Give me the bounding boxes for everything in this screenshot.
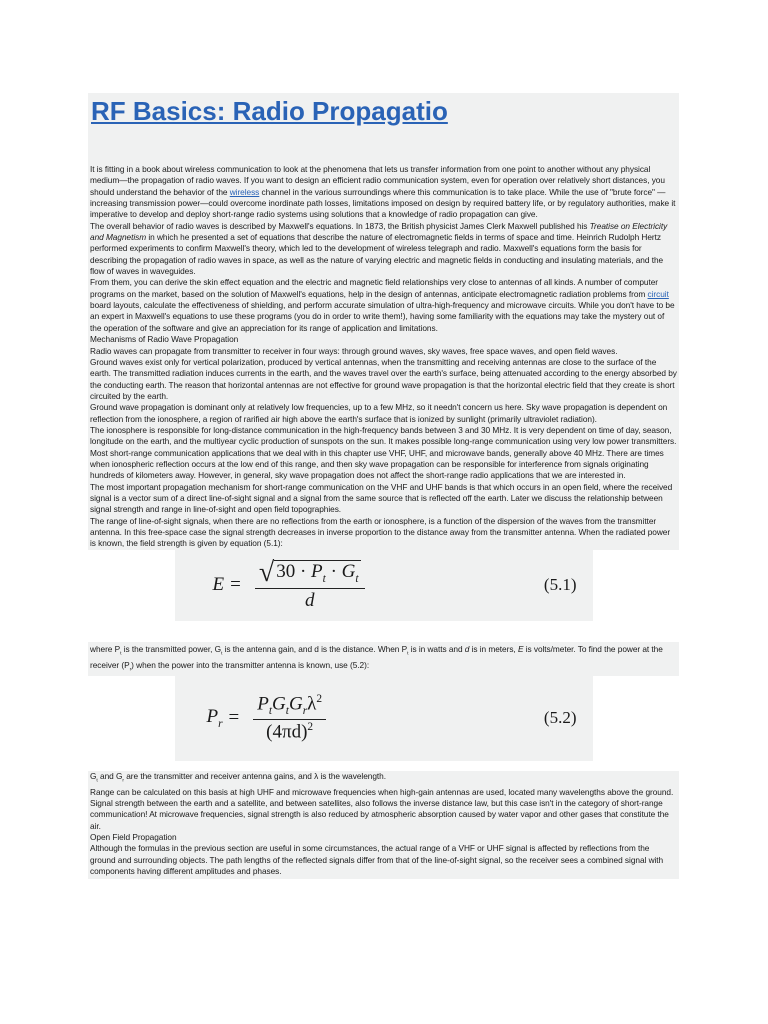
paragraph-programs: From them, you can derive the skin effect equation and the electric and magnetic field relationships very close to antennas of all kinds. A number of computer programs on the market, based on the solution of Maxwell's equations, help in the design of antennas, anticipate electromagnetic radiation problems from circuit board layouts, calculate the effectiveness of shielding, and perform accurate simulation of ultra-high-frequency and microwave circuits. While you don't have to be an expert in Maxwell's equations to use these programs (you do in order to write them!), having some familiarity with the equations may take the mystery out of the operation of the software and give an appreciation for its range of application and limitations. xyxy=(90,277,675,333)
paragraph-maxwell: The overall behavior of radio waves is described by Maxwell's equations. In 1873, the British physicist James Clerk Maxwell published his Treatise on Electricity and Magnetism in which he presented a set of equations that describe the nature of electromagnetic fields in terms of space and time. Heinrich Rudolph Hertz performed experiments to confirm Maxwell's theory, which led to the development of wireless telegraph and radio. Maxwell's equations form the basis for describing the propagation of radio waves in space, as well as the nature of varying electric and magnetic fields in conducting and insulating materials, and the flow of waves in waveguides. xyxy=(90,220,668,277)
paragraph-although: Although the formulas in the previous section are useful in some circumstances, the actual range of a VHF or UHF signal is affected by reflections from the ground and surrounding objects. The path lengths of the reflected signals differ from that of the line-of-sight signal, so the receiver sees a combined signal with components having different amplitudes and phases. xyxy=(90,843,664,877)
paragraph-ionosphere: The ionosphere is responsible for long-distance communication in the high-frequency bands between 3 and 30 MHz. It is very dependent on time of day, season, longitude on the earth, and the multiyear cyclic production of sunspots on the sun. It makes possible long-range communication using very low power transmitters. Most short-range communication applications that we deal with in this chapter use VHF, UHF, and microwave bands, generally above 40 MHz. There are times when ionospheric reflection occurs at the low end of this range, and then sky wave propagation can be responsible for interference from signals originating hundreds of kilometers away. However, in general, sky wave propagation does not affect the short-range radio applications that we are interested in. xyxy=(90,424,677,481)
sqrt-symbol: √ xyxy=(258,556,275,588)
equation-5-1-wrap xyxy=(88,550,679,621)
circuit-link[interactable]: circuit xyxy=(647,288,669,299)
page-title[interactable]: RF Basics: Radio Propagatio xyxy=(91,96,448,126)
equation-number-5-2: (5.2) xyxy=(543,708,577,728)
equation-5-1-math: E = √ $30 \cdot P_t \cdot G_t$ d xyxy=(213,559,365,612)
text-block-3 xyxy=(88,771,679,880)
equation-5-2-math: $P_r$ = $\frac{P_tG_tG_r\lambda^2}{(4\pi d)^2}$ xyxy=(207,693,327,742)
paragraph-four-ways: Radio waves can propagate from transmitter to receiver in four ways: through ground waves, sky waves, free space waves, and open field waves. xyxy=(90,345,618,356)
heading-mechanisms: Mechanisms of Radio Wave Propagation xyxy=(90,334,239,345)
paragraph-range: Range can be calculated on this basis at high UHF and microwave frequencies when high-gain antennas are used, located many wavelengths above the ground. Signal strength between the earth and a satellite, and between satellites, also follows the inverse distance law, but this case isn't in the category of short-range communication! At microwave frequencies, signal strength is also reduced by atmospheric absorption caused by water vapor and other gases that constitute the air. xyxy=(90,786,674,831)
paragraph-gains: $G_t$ and $G_r$ are the transmitter and receiver antenna gains, and λ is the wavelength. xyxy=(90,770,386,784)
equation-5-2 xyxy=(175,676,593,761)
paragraph-line-of-sight: The range of line-of-sight signals, when there are no reflections from the earth or ionosphere, is a function of the dispersion of the waves from the transmitter antenna. In this free-space case the signal strength decreases in inverse proportion to the distance away from the transmitter antenna. When the radiated power is known, the field strength is given by equation (5.1): xyxy=(90,515,671,549)
document-page xyxy=(88,93,679,879)
paragraph-where: where $P_t$ is the transmitted power, $G_t$ is the antenna gain, and d is the distance. When $P_t$ is in watts and d is in meters, E is volts/meter. To find the power at the receiver $(P_r)$ when the power into the transmitter antenna is known, use (5.2): xyxy=(90,643,663,673)
text-block-1 xyxy=(88,162,679,550)
title-block xyxy=(88,93,679,162)
paragraph-intro: It is fitting in a book about wireless communication to look at the phenomena that lets us transfer information from one point to another without any physical medium—the propagation of radio waves. If you want to design an efficient radio communication system, even for operation over relatively short distances, you should understand the behavior of the wireless channel in the various surroundings where this communication is to take place. While the use of "brute force" —increasing transmission power—could overcome inordinate path losses, limitations imposed on design by required battery life, or by regulatory authorities, make it imperative to develop and deploy short-range radio systems using solutions that a knowledge of radio propagation can give. xyxy=(90,164,676,220)
paragraph-ground-waves: Ground waves exist only for vertical polarization, produced by vertical antennas, when the transmitting and receiving antennas are close to the surface of the earth. The transmitted radiation induces currents in the earth, and the waves travel over the earth's surface, being attenuated according to the energy absorbed by the conducting earth. The reason that horizontal antennas are not effective for ground wave propagation is that the horizontal electric field that they create is short circuited by the earth. xyxy=(90,356,677,401)
equation-5-1 xyxy=(175,550,593,621)
paragraph-ground-dominant: Ground wave propagation is dominant only at relatively low frequencies, up to a few MHz, so it needn't concern us here. Sky wave propagation is dependent on reflection from the ionosphere, a region of rarified air high above the earth's surface that is ionized by sunlight (primarily ultraviolet radiation). xyxy=(90,402,668,424)
equation-5-2-wrap xyxy=(88,676,679,761)
equation-number-5-1: (5.1) xyxy=(543,575,577,595)
text-block-2 xyxy=(88,642,679,676)
heading-open-field: Open Field Propagation xyxy=(90,832,177,843)
paragraph-open-field: The most important propagation mechanism for short-range communication on the VHF and UHF bands is that which occurs in an open field, where the received signal is a vector sum of a direct line-of-sight signal and a signal from the same source that is reflected off the earth. Later we discuss the relationship between signal strength and range in line-of-sight and open field topographies. xyxy=(90,481,673,515)
wireless-link[interactable]: wireless xyxy=(229,186,260,197)
